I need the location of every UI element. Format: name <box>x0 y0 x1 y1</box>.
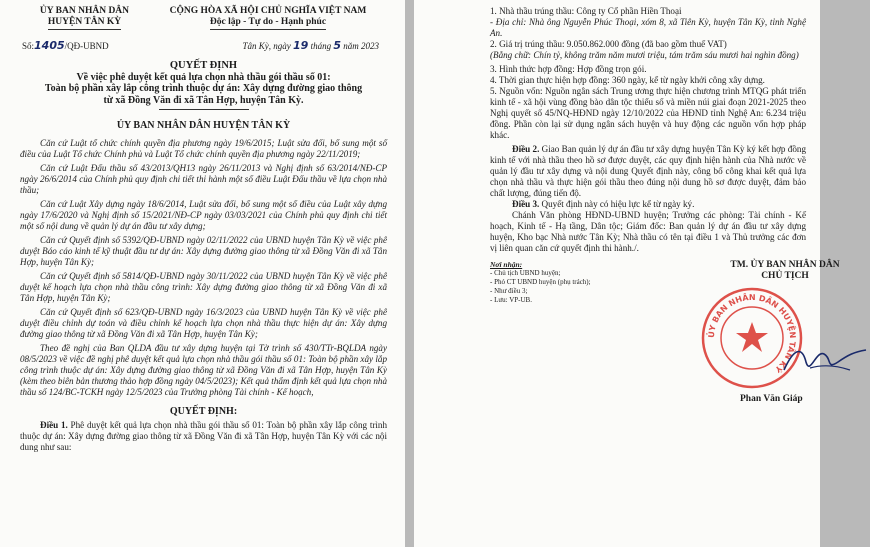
contractor-address: - Địa chỉ: Nhà ông Nguyễn Phúc Thoại, xóm 8, xã Tiên Kỳ, huyện Tân Kỳ, tỉnh Nghệ An. <box>490 17 806 38</box>
legal-basis-paragraph: Căn cứ Luật Đấu thầu số 43/2013/QH13 ngày 26/11/2013 và Nghị định số 63/2014/NĐ-CP ngày 26/6/2014 của Chính phủ quy định chi tiết thi hành một số điều Luật Đấu thầu về lựa chọn nhà thầu; <box>20 163 387 195</box>
issuing-organization <box>20 6 149 30</box>
decision-heading: QUYẾT ĐỊNH: <box>169 406 238 417</box>
signatory-title-line-1: TM. ỦY BAN NHÂN DÂN <box>730 260 840 270</box>
signer-name: Phan Văn Giáp <box>740 394 803 404</box>
date-suffix: năm 2023 <box>343 41 379 51</box>
contract-value: 2. Giá trị trúng thầu: 9.050.862.000 đồng (đã bao gồm thuế VAT) <box>490 39 727 49</box>
decision-subtitle-2: Toàn bộ phần xây lắp công trình thuộc dự án: Xây dựng đường giao thông <box>44 83 363 94</box>
funding-source: 5. Nguồn vốn: Nguồn ngân sách Trung ương thực hiện chương trình MTQG phát triển kinh tế - xã hội vùng đồng bào dân tộc thiểu số và miền núi giai đoạn 2021-2025 theo Nghị quyết số 45/NQ-HĐND ngày 12/10/2022 của HĐND tỉnh Nghệ An: 6.234 triệu đồng. Phần còn lại sử dụng ngân sách huyện và huy động các nguồn vốn hợp pháp khác. <box>490 86 806 140</box>
article-1-text: Phê duyệt kết quả lựa chọn nhà thầu gói thầu số 01: Toàn bộ phần xây lắp công trình thuộc dự án: Xây dựng đường giao thông từ xã Đồng Văn đi xã Tân Hợp, huyện Tân Kỳ với các nội dung như sau: <box>20 420 388 452</box>
date-prefix: Tân Kỳ, ngày <box>242 41 291 51</box>
legal-basis-paragraph: Căn cứ Luật Xây dựng ngày 18/6/2014, Luật sửa đổi, bổ sung một số điều của Luật xây dựng ngày 17/6/2020 và Nghị định số 15/2021/NĐ-CP ngày 03/03/2021 của Chính phủ quy định chi tiết một số nội dung về quản lý dự án đầu tư xây dựng; <box>20 199 387 231</box>
legal-basis-paragraph: Theo đề nghị của Ban QLDA đầu tư xây dựng huyện tại Tờ trình số 430/TTr-BQLDA ngày 08/5/2023 về việc đề nghị phê duyệt kết quả lựa chọn nhà thầu gói thầu số 01: Toàn bộ phần xây lắp công trình thuộc dự án: Xây dựng đường giao thông từ xã Đồng Văn đi xã Tân Hợp, huyện Tân Kỳ (kèm theo biên bản thương thảo hợp đồng ngày 04/5/2023); Kết quả thẩm định kết quả lựa chọn nhà thầu số 124/BC-TCKH ngày 12/5/2023 của Trưởng phòng Tài chính - Kế hoạch, <box>20 343 387 397</box>
document-page-2 <box>414 0 840 547</box>
contractor-winner: 1. Nhà thầu trúng thầu: Công ty Cổ phần Hiền Thoại <box>490 6 682 16</box>
seal-ring-text: ỦY BAN NHÂN DÂN HUYỆN TÂN KỲ <box>706 292 798 375</box>
decision-title: QUYẾT ĐỊNH <box>169 60 238 71</box>
date-mid: tháng <box>310 41 332 51</box>
date-month-handwritten: 5 <box>333 39 341 52</box>
article-2 <box>490 144 806 199</box>
decision-subtitle-3: từ xã Đồng Văn đi xã Tân Hợp, huyện Tân Kỳ. <box>103 94 304 106</box>
document-header <box>20 6 387 30</box>
contract-type: 3. Hình thức hợp đồng: Hợp đồng trọn gói. <box>490 64 647 74</box>
signatory-title-line-2: CHỦ TỊCH <box>761 271 809 281</box>
org-line-1: ỦY BAN NHÂN DÂN <box>39 6 130 16</box>
decision-title-block <box>20 60 387 110</box>
legal-basis-paragraph: Căn cứ Quyết định số 5392/QĐ-UBND ngày 02/11/2022 của UBND huyện Tân Kỳ về việc phê duyệt Báo cáo kinh tế kỹ thuật đầu tư dự án: Xây dựng đường giao thông từ xã Đồng Văn đi xã Tân Hợp, huyện Tân Kỳ; <box>20 235 387 267</box>
article-3-label: Điều 3. <box>512 199 540 209</box>
recipients-label: Nơi nhận: <box>490 260 523 269</box>
country-line-2: Độc lập - Tự do - Hạnh phúc <box>210 17 326 30</box>
contract-value-words: (Bằng chữ: Chín tỷ, không trăm năm mươi triệu, tám trăm sáu mươi hai nghìn đồng) <box>490 50 799 60</box>
title-divider <box>159 109 249 110</box>
signature-area <box>490 260 840 410</box>
legal-basis-paragraph: Căn cứ Quyết định số 623/QĐ-UBND ngày 16/3/2023 của UBND huyện Tân Kỳ về việc phê duyệt điều chỉnh dự toán và điều chỉnh kế hoạch lựa chọn nhà thầu thực hiện dự án: Xây dựng đường giao thông từ xã Đồng Văn đi xã Tân Hợp, huyện Tân Kỳ; <box>20 307 387 339</box>
national-heading <box>149 6 387 30</box>
article-3-text: Quyết định này có hiệu lực kể từ ngày ký. <box>539 199 695 209</box>
recipient-item: - Lưu: VP-UB. <box>490 296 532 304</box>
authority-heading: ỦY BAN NHÂN DÂN HUYỆN TÂN KỲ <box>116 120 291 131</box>
org-line-2: HUYỆN TÂN KỲ <box>48 17 121 30</box>
article-2-text: Giao Ban quản lý dự án đầu tư xây dựng huyện Tân Kỳ ký kết hợp đồng kinh tế với nhà thầu theo hồ sơ được duyệt, các quy định hiện hành của Nhà nước về quản lý đầu tư xây dựng và nội dung Quyết định này, công bố công khai kết quả lựa chọn nhà thầu và thực hiện gói thầu theo đúng nội dung hồ sơ được duyệt, đảm bảo chất lượng, đúng tiến độ. <box>490 144 806 198</box>
document-date <box>243 39 379 52</box>
recipients-block <box>490 260 670 305</box>
recipient-item: - Như điều 3; <box>490 287 528 295</box>
recipient-item: - Chủ tịch UBND huyện; <box>490 269 561 277</box>
contract-duration: 4. Thời gian thực hiện hợp đồng: 360 ngày, kể từ ngày khởi công xây dựng. <box>490 75 765 85</box>
article-1 <box>20 420 387 453</box>
legal-basis-paragraph: Căn cứ Luật tổ chức chính quyền địa phương ngày 19/6/2015; Luật sửa đổi, bổ sung một số điều của Luật Tổ chức Chính phủ và Luật Tổ chức chính quyền địa phương ngày 22/11/2019; <box>20 138 387 159</box>
signatory-title <box>700 260 870 282</box>
article-2-label: Điều 2. <box>512 144 540 154</box>
document-page-1 <box>0 0 405 547</box>
implementation-clause: Chánh Văn phòng HĐND-UBND huyện; Trưởng các phòng: Tài chính - Kế hoạch, Kinh tế - Hạ tầng, Dân tộc; Giám đốc: Ban quản lý dự án đầu tư xây dựng huyện, Kho bạc Nhà nước Tân Kỳ; Nhà thầu có tên tại điều 1 và Thủ trưởng các đơn vị liên quan căn cứ quyết định thi hành./. <box>490 210 806 253</box>
legal-basis-paragraph: Căn cứ Quyết định số 5814/QĐ-UBND ngày 30/11/2022 của UBND huyện Tân Kỳ về việc phê duyệt kế hoạch lựa chọn nhà thầu công trình: Xây dựng đường giao thông từ xã Đồng Văn đi xã Tân Hợp, huyện Tân Kỳ; <box>20 271 387 303</box>
legal-basis <box>20 138 387 398</box>
recipient-item: - Phó CT UBND huyện (phụ trách); <box>490 278 591 286</box>
article-1-label: Điều 1. <box>40 420 68 430</box>
article-3 <box>490 199 806 210</box>
country-line-1: CỘNG HÒA XÃ HỘI CHỦ NGHĨA VIỆT NAM <box>169 6 367 16</box>
doc-number-handwritten: 1405 <box>34 39 65 52</box>
doc-number-prefix: Số: <box>22 41 35 51</box>
doc-number-suffix: /QĐ-UBND <box>64 41 109 51</box>
document-number <box>22 39 109 52</box>
handwritten-signature <box>780 340 870 385</box>
decision-subtitle-1: Về việc phê duyệt kết quả lựa chọn nhà thầu gói thầu số 01: <box>76 71 331 83</box>
date-day-handwritten: 19 <box>293 39 309 52</box>
